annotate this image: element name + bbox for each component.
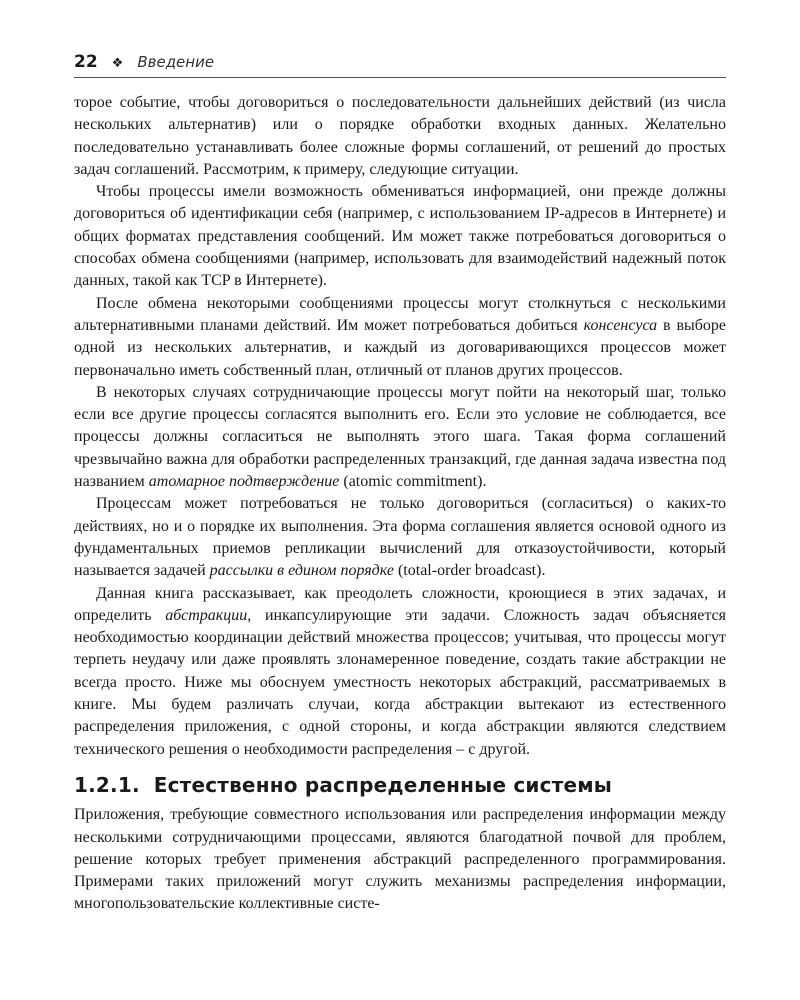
paragraph <box>74 493 726 582</box>
paragraph-text: После обмена некоторыми сообщениями процессы могут столкнуться с несколькими альтернативными планами действий. Им может потребоваться добиться <box>74 294 726 334</box>
paragraph: торое событие, чтобы договориться о последовательности дальнейших действий (из числа нескольких альтернатив) или о порядке обработки входных данных. Желательно последовательно устанавливать более сложные формы соглашений, от решений до простых задач соглашений. Рассмотрим, к примеру, следующие ситуации. <box>74 94 726 178</box>
book-page <box>74 52 726 916</box>
paragraph <box>74 583 726 761</box>
page-number: 22 <box>74 52 98 72</box>
paragraph <box>74 293 726 382</box>
body-text <box>74 92 726 916</box>
paragraph-text: Данная книга рассказывает, как преодолеть сложности, кроющиеся в этих задачах, и определить <box>74 584 726 624</box>
chapter-title: Введение <box>137 53 215 71</box>
running-header <box>74 52 726 78</box>
ornament-icon: ❖ <box>111 56 124 71</box>
section-heading <box>74 774 726 796</box>
paragraph-text: (total-order broadcast). <box>393 562 546 580</box>
emphasized-term: консенсуса <box>583 316 658 334</box>
section-title: Естественно распределенные системы <box>153 772 613 797</box>
paragraph: Приложения, требующие совместного использования или распределения информации между несколькими сотрудничающими процессами, являются благодатной почвой для проблем, решение которых требует применения абстракций распределенного программирования. Примерами таких приложений могут служить механизмы распределения информации, многопользовательские коллективные систе- <box>74 806 726 913</box>
emphasized-term: атомарное подтверждение <box>148 473 340 491</box>
paragraph-text: (atomic commitment). <box>339 473 487 491</box>
paragraph-text: , инкапсулирующие эти задачи. Сложность задач объясняется необходимостью координации действий множества процессов; учитывая, что процессы могут терпеть неудачу или даже проявлять злонамеренное поведение, создать такие абстракции не всегда просто. Ниже мы обоснуем уместность некоторых абстракций, рассматриваемых в книге. Мы будем различать случаи, когда абстракции вытекают из естественного распределения приложения, с одной стороны, и когда абстракции являются следствием технического решения о необходимости распределения – с другой. <box>74 606 727 758</box>
paragraph-text: Процессам может потребоваться не только договориться (согласиться) о каких-то действиях, но и о порядке их выполнения. Эта форма соглашения является основой одного из фундаментальных приемов репликации вычислений для отказоустойчивости, который называется задачей <box>74 495 726 580</box>
paragraph: Чтобы процессы имели возможность обмениваться информацией, они прежде должны договориться об идентификации себя (например, с использованием IP-адресов в Интернете) и общих форматах представления сообщений. Им может также потребоваться договориться о способах обмена сообщениями (например, использовать для взаимодействий надежный поток данных, такой как TCP в Интернете). <box>74 183 726 290</box>
paragraph-text: В некоторых случаях сотрудничающие процессы могут пойти на некоторый шаг, только если все другие процессы согласятся выполнить его. Если это условие не соблюдается, все процессы должны согласиться не выполнять этого шага. Такая форма соглашений чрезвычайно важна для обработки распределенных транзакций, где данная задача известна под названием <box>74 383 726 491</box>
paragraph <box>74 382 726 493</box>
emphasized-term: абстракции <box>165 606 248 624</box>
emphasized-term: рассылки в едином порядке <box>209 562 394 580</box>
section-number: 1.2.1. <box>74 772 140 797</box>
paragraph-text: в выборе одной из нескольких альтернатив, и каждый из договаривающихся процессов может первоначально иметь собственный план, отличный от планов других процессов. <box>74 316 726 379</box>
